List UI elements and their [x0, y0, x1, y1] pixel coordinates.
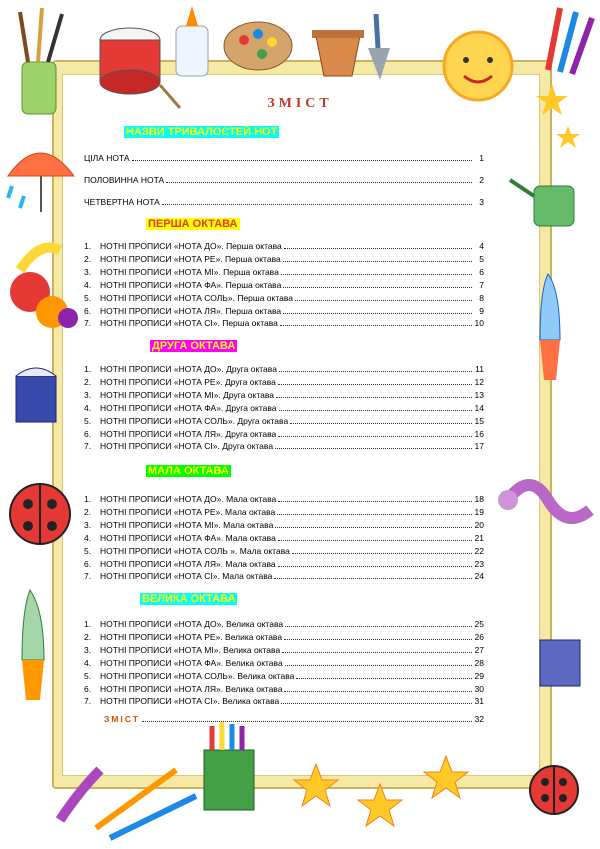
- dot-leader: [292, 553, 472, 554]
- toc-entry-text: НОТНІ ПРОПИСИ «НОТА ЛЯ». Мала октава: [100, 558, 276, 569]
- toc-entry-text: НОТНІ ПРОПИСИ «НОТА СОЛЬ ». Мала октава: [100, 545, 290, 556]
- toc-entry-page: 9: [479, 305, 484, 316]
- toc-entry-page: 23: [474, 558, 484, 569]
- toc-entry[interactable]: [84, 645, 484, 655]
- toc-entry[interactable]: [84, 416, 484, 426]
- dot-leader: [274, 578, 472, 579]
- section-heading-first-octave: ПЕРША ОКТАВА: [148, 218, 238, 230]
- toc-entry-text: НОТНІ ПРОПИСИ «НОТА СОЛЬ». Перша октава: [100, 292, 294, 303]
- section-heading-durations: НАЗВИ ТРИВАЛОСТЕЙ НОТ: [126, 126, 278, 138]
- toc-entry-page: 8: [479, 292, 484, 303]
- worm-icon: [60, 770, 100, 820]
- toc-entry-number: 7.: [84, 696, 92, 707]
- toc-entry-page: 3: [479, 197, 484, 207]
- umbrella-icon: [8, 153, 74, 212]
- toc-entry[interactable]: [84, 494, 484, 504]
- toc-entry[interactable]: [84, 658, 484, 668]
- pencils-icon: [96, 770, 196, 838]
- toc-entry-number: 2.: [84, 376, 92, 387]
- toc-entry[interactable]: [84, 318, 484, 328]
- toc-entry-text: НОТНІ ПРОПИСИ «НОТА ЛЯ». Велика октава: [100, 683, 283, 694]
- toc-entry[interactable]: [84, 241, 484, 251]
- toc-entry-page: 32: [474, 714, 484, 724]
- toc-entry-number: 1.: [84, 364, 92, 374]
- toc-entry-text: НОТНІ ПРОПИСИ «НОТА СІ». Мала октава: [100, 571, 273, 582]
- section-heading-great-octave: ВЕЛИКА ОКТАВА: [142, 593, 236, 605]
- toc-entry-text: НОТНІ ПРОПИСИ «НОТА МІ». Велика октава: [100, 644, 281, 655]
- toc-entry-number: 2.: [84, 631, 92, 642]
- toc-entry-text: НОТНІ ПРОПИСИ «НОТА ДО». Велика октава: [100, 619, 284, 629]
- toc-entry-text: ЧЕТВЕРТНА НОТА: [84, 197, 160, 207]
- dot-leader: [166, 182, 472, 183]
- toc-entry-text: НОТНІ ПРОПИСИ «НОТА РЕ». Друга октава: [100, 376, 276, 387]
- toc-entry-text: НОТНІ ПРОПИСИ «НОТА СІ». Друга октава: [100, 441, 274, 452]
- dot-leader: [295, 300, 472, 301]
- toc-entry[interactable]: [84, 254, 484, 264]
- dot-leader: [282, 652, 472, 653]
- toc-entry[interactable]: [84, 671, 484, 681]
- toc-entry-text: НОТНІ ПРОПИСИ «НОТА ФА». Друга октава: [100, 402, 277, 413]
- toc-entry[interactable]: [84, 197, 484, 207]
- trowel-icon: [368, 14, 390, 80]
- toc-entry-page: 4: [479, 241, 484, 251]
- dot-leader: [132, 160, 472, 161]
- toc-entry-page: 20: [474, 519, 484, 530]
- dot-leader: [275, 527, 472, 528]
- toc-entry-page: 22: [474, 545, 484, 556]
- toc-entry-page: 18: [474, 494, 484, 504]
- toc-entry-number: 3.: [84, 266, 92, 277]
- toc-entry-text: ЦІЛА НОТА: [84, 153, 130, 163]
- toc-entry-number: 1.: [84, 241, 92, 251]
- toc-entry-text: НОТНІ ПРОПИСИ «НОТА МІ». Мала октава: [100, 519, 274, 530]
- toc-entry-page: 13: [474, 389, 484, 400]
- paint-can-icon: [16, 368, 56, 422]
- toc-entry[interactable]: [84, 267, 484, 277]
- dot-leader: [280, 325, 472, 326]
- toc-entry-page: 6: [479, 266, 484, 277]
- toc-entry[interactable]: [84, 520, 484, 530]
- toc-entry[interactable]: [84, 571, 484, 581]
- toc-entry-number: 2.: [84, 506, 92, 517]
- toc-entry-text: НОТНІ ПРОПИСИ «НОТА ДО». Перша октава: [100, 241, 282, 251]
- toc-entry-page: 19: [474, 506, 484, 517]
- toc-entry[interactable]: [84, 619, 484, 629]
- toc-entry-page: 27: [474, 644, 484, 655]
- toc-entry-page: 24: [474, 571, 484, 582]
- dot-leader: [278, 566, 472, 567]
- worm-icon: [498, 485, 590, 518]
- toc-entry-text: НОТНІ ПРОПИСИ «НОТА МІ». Друга октава: [100, 389, 275, 400]
- toc-entry-number: 6.: [84, 305, 92, 316]
- toc-entry-page: 28: [474, 657, 484, 668]
- rocket-icon: [540, 274, 560, 380]
- toc-entry[interactable]: [84, 390, 484, 400]
- toc-entry-text: НОТНІ ПРОПИСИ «НОТА ФА». Перша октава: [100, 279, 282, 290]
- toc-entry[interactable]: [84, 153, 484, 163]
- toc-entry-page: 30: [474, 683, 484, 694]
- dot-leader: [278, 384, 472, 385]
- toc-entry[interactable]: [84, 293, 484, 303]
- toc-entry-number: 4.: [84, 657, 92, 668]
- toc-entry[interactable]: [84, 559, 484, 569]
- toc-entry-page: 21: [474, 532, 484, 543]
- section-heading-small-octave: МАЛА ОКТАВА: [148, 465, 229, 477]
- toc-entry[interactable]: [84, 546, 484, 556]
- toc-entry[interactable]: [84, 403, 484, 413]
- toc-entry-page: 1: [479, 153, 484, 163]
- toc-entry-text: НОТНІ ПРОПИСИ «НОТА СОЛЬ». Друга октава: [100, 415, 289, 426]
- dot-leader: [275, 448, 472, 449]
- dot-leader: [277, 514, 472, 515]
- toc-entry-page: 7: [479, 279, 484, 290]
- toc-entry-number: 1.: [84, 494, 92, 504]
- toc-entry-text: НОТНІ ПРОПИСИ «НОТА СОЛЬ». Велика октава: [100, 670, 295, 681]
- dot-leader: [283, 261, 472, 262]
- flower-pot-icon: [312, 30, 364, 76]
- dot-leader: [281, 274, 472, 275]
- fruits-icon: [10, 248, 78, 329]
- dot-leader: [162, 204, 472, 205]
- toc-entry-text: НОТНІ ПРОПИСИ «НОТА РЕ». Мала октава: [100, 506, 276, 517]
- watering-can-icon: [510, 180, 574, 226]
- toc-entry-number: 5.: [84, 415, 92, 426]
- toc-entry-number: 3.: [84, 519, 92, 530]
- toc-entry-text: НОТНІ ПРОПИСИ «НОТА СІ». Перша октава: [100, 318, 278, 329]
- toc-entry-number: 4.: [84, 279, 92, 290]
- crayon-box-icon: [204, 722, 254, 810]
- toc-entry-page: 31: [474, 696, 484, 707]
- toc-entry-number: 3.: [84, 644, 92, 655]
- toc-entry[interactable]: [84, 533, 484, 543]
- star-icon: [294, 756, 468, 826]
- toc-entry-text: ПОЛОВИННА НОТА: [84, 175, 165, 185]
- toc-entry-text: НОТНІ ПРОПИСИ «НОТА ЛЯ». Друга октава: [100, 428, 277, 439]
- toc-entry-number: 2.: [84, 253, 92, 264]
- section-heading-second-octave: ДРУГА ОКТАВА: [152, 340, 236, 352]
- ladybug-icon: [10, 484, 70, 544]
- toc-entry[interactable]: [104, 714, 484, 724]
- toc-entry[interactable]: [84, 632, 484, 642]
- toc-entry-number: 7.: [84, 571, 92, 582]
- toc-entry-number: 7.: [84, 441, 92, 452]
- toc-entry-page: 5: [479, 253, 484, 264]
- dot-leader: [283, 313, 472, 314]
- dot-leader: [278, 436, 472, 437]
- toc-entry-page: 2: [479, 175, 484, 185]
- toc-entry[interactable]: [84, 306, 484, 316]
- toc-entry-text: НОТНІ ПРОПИСИ «НОТА ЛЯ». Перша октава: [100, 305, 282, 316]
- toc-entry-text: НОТНІ ПРОПИСИ «НОТА РЕ». Велика октава: [100, 631, 283, 642]
- pencils-icon: [548, 8, 592, 74]
- toc-entry-text: НОТНІ ПРОПИСИ «НОТА ДО». Друга октава: [100, 364, 277, 374]
- toc-entry-page: 11: [475, 364, 484, 374]
- dot-leader: [278, 501, 472, 502]
- toc-entry-page: 25: [474, 619, 484, 629]
- toc-entry-number: 6.: [84, 683, 92, 694]
- page-title: ЗМІСТ: [267, 96, 333, 111]
- dot-leader: [142, 721, 472, 722]
- dot-leader: [278, 540, 472, 541]
- toc-entry-page: 17: [474, 441, 484, 452]
- dot-leader: [296, 678, 472, 679]
- toc-entry-page: 15: [474, 415, 484, 426]
- sun-icon: [444, 32, 512, 100]
- dot-leader: [279, 410, 472, 411]
- toc-entry-number: 3.: [84, 389, 92, 400]
- dot-leader: [284, 691, 472, 692]
- toc-entry[interactable]: [84, 175, 484, 185]
- toc-entry-text: НОТНІ ПРОПИСИ «НОТА СІ». Велика октава: [100, 696, 280, 707]
- toc-entry-text: НОТНІ ПРОПИСИ «НОТА МІ». Перша октава: [100, 266, 279, 277]
- toc-entry-number: 4.: [84, 402, 92, 413]
- toc-entry[interactable]: [84, 441, 484, 451]
- toc-entry[interactable]: [84, 507, 484, 517]
- toc-entry-number: 6.: [84, 428, 92, 439]
- paint-can-icon: [540, 640, 580, 686]
- star-icon: [536, 84, 580, 148]
- toc-entry-text: НОТНІ ПРОПИСИ «НОТА ДО». Мала октава: [100, 494, 277, 504]
- toc-entry-page: 14: [474, 402, 484, 413]
- toc-entry-text: НОТНІ ПРОПИСИ «НОТА ФА». Велика октава: [100, 657, 283, 668]
- glue-bottle-icon: [176, 6, 208, 76]
- toc-entry-text: НОТНІ ПРОПИСИ «НОТА ФА». Мала октава: [100, 532, 276, 543]
- toc-entry-page: 12: [474, 376, 484, 387]
- dot-leader: [283, 287, 472, 288]
- dot-leader: [279, 371, 472, 372]
- dot-leader: [285, 626, 472, 627]
- toc-entry-text: ЗМІСТ: [104, 714, 140, 724]
- toc-entry[interactable]: [84, 696, 484, 706]
- toc-entry[interactable]: [84, 377, 484, 387]
- dot-leader: [276, 397, 472, 398]
- toc-entry-number: 1.: [84, 619, 92, 629]
- rocket-icon: [22, 590, 44, 700]
- toc-entry-page: 16: [474, 428, 484, 439]
- toc-entry[interactable]: [84, 280, 484, 290]
- toc-entry-number: 5.: [84, 545, 92, 556]
- toc-entry-page: 10: [474, 318, 484, 329]
- paint-palette-icon: [224, 22, 292, 70]
- toc-entry-number: 4.: [84, 532, 92, 543]
- dot-leader: [285, 665, 472, 666]
- toc-entry[interactable]: [84, 364, 484, 374]
- toc-entry-number: 7.: [84, 318, 92, 329]
- toc-entry-page: 26: [474, 631, 484, 642]
- toc-entry[interactable]: [84, 684, 484, 694]
- dot-leader: [281, 703, 472, 704]
- dot-leader: [284, 639, 472, 640]
- dot-leader: [290, 423, 472, 424]
- toc-entry-number: 6.: [84, 558, 92, 569]
- toc-entry[interactable]: [84, 429, 484, 439]
- toc-entry-number: 5.: [84, 292, 92, 303]
- toc-entry-text: НОТНІ ПРОПИСИ «НОТА РЕ». Перша октава: [100, 253, 281, 264]
- dot-leader: [284, 248, 472, 249]
- toc-entry-number: 5.: [84, 670, 92, 681]
- toc-entry-page: 29: [474, 670, 484, 681]
- ladybug-icon: [530, 766, 578, 814]
